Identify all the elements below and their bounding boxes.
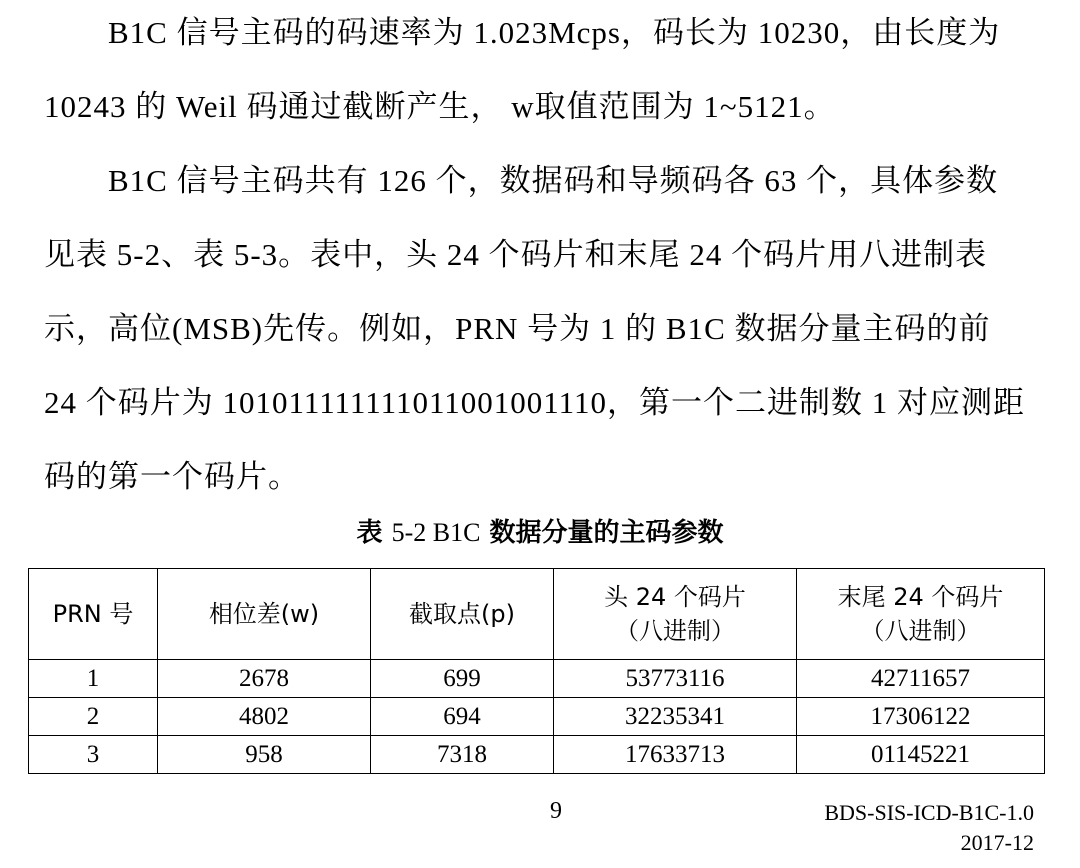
table-cell: 53773116 (554, 660, 797, 698)
doc-date: 2017-12 (960, 830, 1034, 855)
table-cell: 42711657 (797, 660, 1045, 698)
text-line: 10243 的 Weil 码通过截断产生， w取值范围为 1~5121。 (44, 89, 836, 124)
header-last-24-chips: 末尾 24 个码片 （八进制） (797, 569, 1045, 660)
table-cell: 694 (371, 698, 554, 736)
text-line: 示，高位(MSB)先传。例如，PRN 号为 1 的 B1C 数据分量主码的前 (44, 311, 991, 346)
table-cell: 32235341 (554, 698, 797, 736)
table-row (29, 660, 1045, 698)
text-line: 24 个码片为 101011111111011001001110，第一个二进制数 1 对应测距 (44, 385, 1025, 420)
caption-text: 数据分量的主码参数 (489, 518, 724, 548)
paragraph-1 (44, 0, 1034, 144)
table-cell: 958 (158, 736, 371, 774)
table-caption (0, 512, 1080, 549)
text-line: 码的第一个码片。 (44, 459, 300, 494)
caption-number: 5-2 B1C (391, 518, 481, 547)
doc-footer (824, 798, 1034, 858)
header-truncation-point: 截取点(p) (371, 569, 554, 660)
table-cell: 7318 (371, 736, 554, 774)
page-number: 9 (550, 798, 562, 824)
table-cell: 01145221 (797, 736, 1045, 774)
header-phase-diff: 相位差(w) (158, 569, 371, 660)
table-cell: 17633713 (554, 736, 797, 774)
text-line: B1C 信号主码的码速率为 1.023Mcps，码长为 10230，由长度为 (44, 15, 1001, 50)
table-header-row (29, 569, 1045, 660)
table-cell: 2678 (158, 660, 371, 698)
table-cell: 3 (29, 736, 158, 774)
table-cell: 2 (29, 698, 158, 736)
table-row (29, 698, 1045, 736)
doc-id: BDS-SIS-ICD-B1C-1.0 (824, 800, 1034, 825)
table-cell: 1 (29, 660, 158, 698)
table-row (29, 736, 1045, 774)
text-line: 见表 5-2、表 5-3。表中，头 24 个码片和末尾 24 个码片用八进制表 (44, 237, 988, 272)
header-prn: PRN 号 (29, 569, 158, 660)
caption-prefix: 表 (356, 518, 383, 548)
table-cell: 4802 (158, 698, 371, 736)
primary-code-table (28, 568, 1045, 774)
table-cell: 17306122 (797, 698, 1045, 736)
paragraph-2 (44, 144, 1034, 514)
text-line: B1C 信号主码共有 126 个，数据码和导频码各 63 个，具体参数 (44, 163, 999, 198)
header-first-24-chips: 头 24 个码片 （八进制） (554, 569, 797, 660)
table-cell: 699 (371, 660, 554, 698)
